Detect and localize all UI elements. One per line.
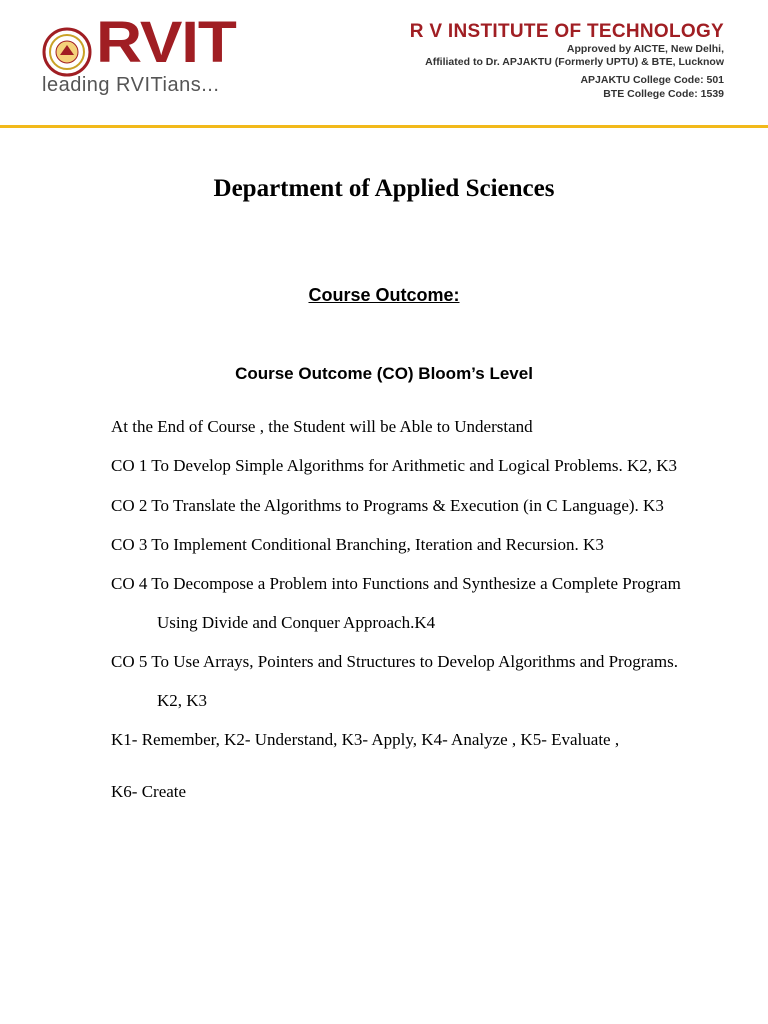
bte-code-line: BTE College Code: 1539 <box>603 88 724 100</box>
course-outcome-4: CO 4 To Decompose a Problem into Functions and Synthesize a Complete Program <box>111 574 681 593</box>
brand-tagline: leading RVITians... <box>42 74 220 96</box>
course-outcome-4-continued: Using Divide and Conquer Approach.K4 <box>157 613 436 632</box>
course-outcome-3: CO 3 To Implement Conditional Branching, Iteration and Recursion. K3 <box>111 535 604 554</box>
course-outcome-1: CO 1 To Develop Simple Algorithms for Arithmetic and Logical Problems. K2, K3 <box>111 456 678 475</box>
institute-name: R V INSTITUTE OF TECHNOLOGY <box>409 21 724 42</box>
sub-heading: Course Outcome (CO) Bloom’s Level <box>235 364 533 383</box>
letterhead <box>0 0 768 130</box>
college-code-line: APJAKTU College Code: 501 <box>580 74 724 86</box>
blooms-legend-continued: K6- Create <box>111 782 187 801</box>
section-heading: Course Outcome: <box>308 285 460 305</box>
course-outcome-5: CO 5 To Use Arrays, Pointers and Structures to Develop Algorithms and Programs. <box>111 652 678 671</box>
course-outcome-2: CO 2 To Translate the Algorithms to Programs & Execution (in C Language). K3 <box>111 496 664 515</box>
blooms-legend: K1- Remember, K2- Understand, K3- Apply, K4- Analyze , K5- Evaluate , <box>111 730 620 749</box>
brand-logo-text: RVIT <box>96 10 236 75</box>
intro-text: At the End of Course , the Student will be Able to Understand <box>111 417 533 436</box>
header-divider <box>0 125 768 128</box>
department-title: Department of Applied Sciences <box>213 175 555 202</box>
affiliation-line: Affiliated to Dr. APJAKTU (Formerly UPTU) & BTE, Lucknow <box>425 56 724 68</box>
institute-seal-logo <box>42 27 92 77</box>
course-outcome-5-continued: K2, K3 <box>157 691 208 710</box>
approval-line: Approved by AICTE, New Delhi, <box>566 43 724 55</box>
